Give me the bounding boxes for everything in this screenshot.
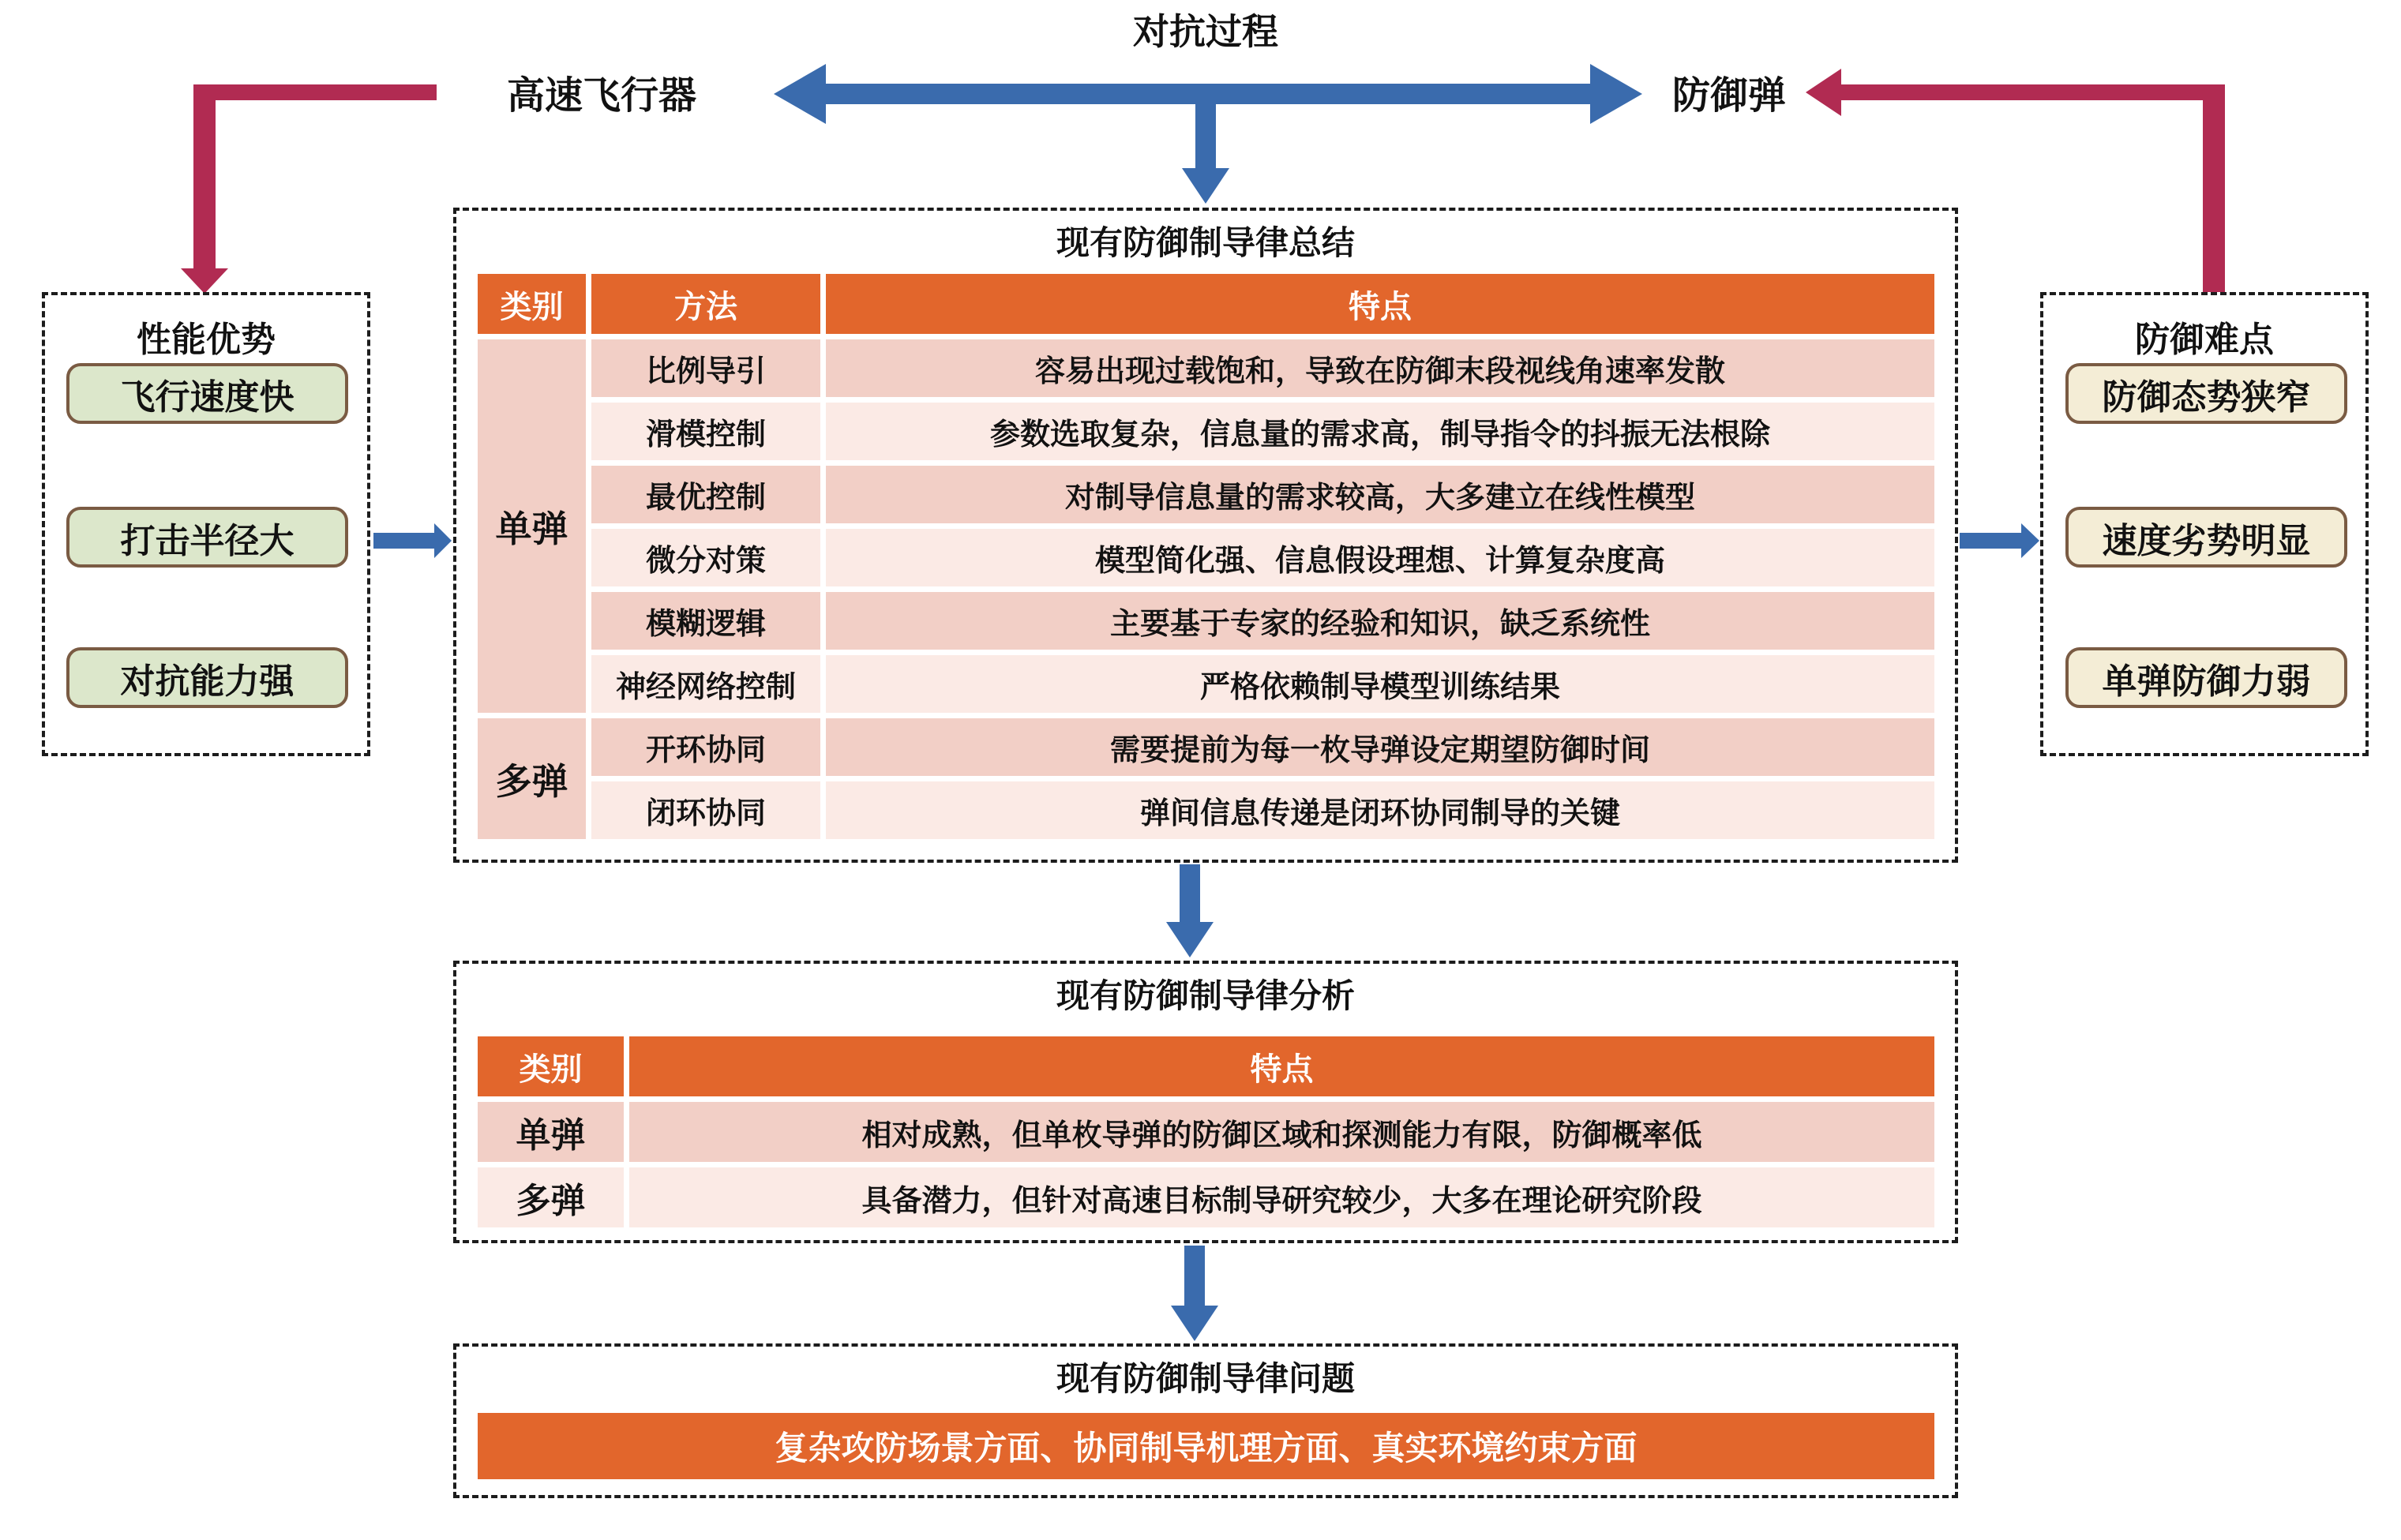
category-cell: 多弹: [478, 718, 586, 839]
feature-cell: 容易出现过载饱和，导致在防御末段视线角速率发散: [826, 339, 1934, 397]
crimson-elbow-right: [2203, 84, 2225, 292]
down-arrow-icon: [1182, 104, 1229, 204]
defender-label: 防御弹: [1671, 75, 1786, 117]
down-arrow-icon: [1171, 1246, 1218, 1341]
method-cell: 微分对策: [591, 529, 820, 586]
crimson-elbow-left: [193, 84, 216, 270]
method-cell: 比例导引: [591, 339, 820, 397]
analysis-title: 现有防御制导律分析: [1056, 979, 1355, 1015]
difficulties-panel: [2040, 292, 2369, 756]
feature-cell: 对制导信息量的需求较高，大多建立在线性模型: [826, 466, 1934, 523]
category-cell: 单弹: [478, 1102, 624, 1162]
difficulty-item: 速度劣势明显: [2065, 507, 2347, 568]
feature-cell: 严格依赖制导模型训练结果: [826, 655, 1934, 713]
feature-cell: 模型简化强、信息假设理想、计算复杂度高: [826, 529, 1934, 586]
advantage-item: 打击半径大: [66, 507, 348, 568]
method-cell: 闭环协同: [591, 781, 820, 839]
column-header: 特点: [826, 274, 1934, 334]
method-cell: 滑模控制: [591, 403, 820, 460]
difficulty-item: 单弹防御力弱: [2065, 647, 2347, 708]
feature-cell: 具备潜力，但针对高速目标制导研究较少，大多在理论研究阶段: [629, 1167, 1934, 1227]
summary-title: 现有防御制导律总结: [1056, 226, 1355, 262]
category-cell: 单弹: [478, 339, 586, 713]
feature-cell: 弹间信息传递是闭环协同制导的关键: [826, 781, 1934, 839]
advantages-panel: [42, 292, 370, 756]
method-cell: 最优控制: [591, 466, 820, 523]
process-label: 对抗过程: [1133, 12, 1278, 52]
problem-content-bar: 复杂攻防场景方面、协同制导机理方面、真实环境约束方面: [478, 1413, 1934, 1479]
advantage-item: 对抗能力强: [66, 647, 348, 708]
crimson-arrowhead-icon: [181, 268, 228, 294]
feature-cell: 参数选取复杂，信息量的需求高，制导指令的抖振无法根除: [826, 403, 1934, 460]
summary-table: [478, 274, 1934, 839]
column-header: 方法: [591, 274, 820, 334]
category-cell: 多弹: [478, 1167, 624, 1227]
column-header: 特点: [629, 1036, 1934, 1096]
difficulty-item: 防御态势狭窄: [2065, 363, 2347, 424]
feature-cell: 主要基于专家的经验和知识，缺乏系统性: [826, 592, 1934, 650]
method-cell: 模糊逻辑: [591, 592, 820, 650]
feature-cell: 需要提前为每一枚导弹设定期望防御时间: [826, 718, 1934, 776]
difficulties-title: 防御难点: [2135, 320, 2274, 359]
method-cell: 开环协同: [591, 718, 820, 776]
column-header: 类别: [478, 274, 586, 334]
right-arrow-icon: [1960, 523, 2039, 558]
method-cell: 神经网络控制: [591, 655, 820, 713]
column-header: 类别: [478, 1036, 624, 1096]
crimson-elbow-left: [193, 84, 437, 100]
problem-title: 现有防御制导律问题: [1056, 1362, 1355, 1398]
advantage-item: 飞行速度快: [66, 363, 348, 424]
right-arrow-icon: [373, 523, 452, 558]
advantages-title: 性能优势: [137, 320, 276, 359]
feature-cell: 相对成熟，但单枚导弹的防御区域和探测能力有限，防御概率低: [629, 1102, 1934, 1162]
crimson-elbow-right: [1841, 84, 2225, 100]
analysis-table: [478, 1036, 1934, 1227]
down-arrow-icon: [1166, 864, 1214, 957]
attacker-label: 高速飞行器: [506, 75, 696, 117]
